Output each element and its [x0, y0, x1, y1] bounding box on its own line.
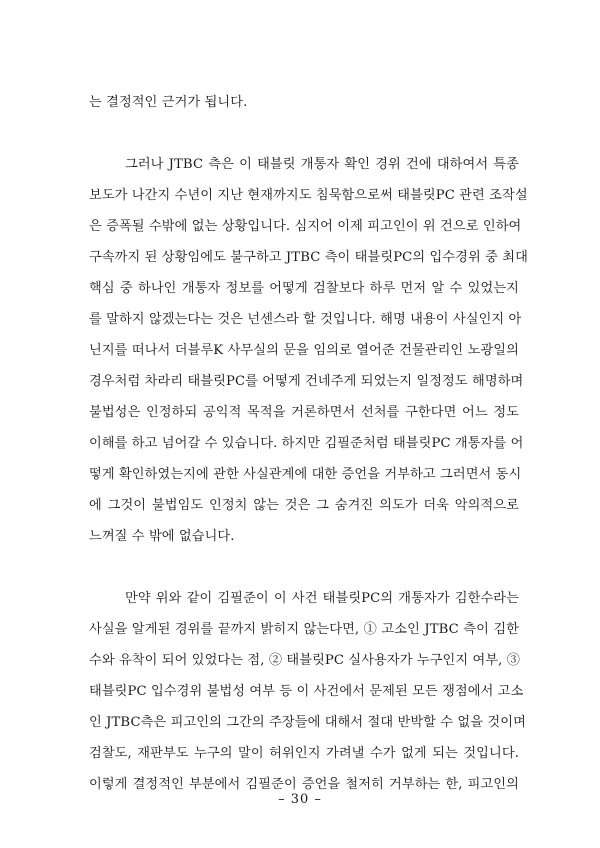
paragraph-2-line-3: 은 증폭될 수밖에 없는 상황입니다. 심지어 이제 피고인이 위 건으로 인하여	[89, 219, 522, 234]
paragraph-3-line-7: 이렇게 결정적인 부분에서 김필준이 증언을 철저히 거부하는 한, 피고인의	[89, 777, 519, 792]
paragraph-2-line-11: 떻게 확인하였는지에 관한 사실관계에 대한 증언을 거부하고 그러면서 동시	[89, 467, 522, 482]
paragraph-3-line-4: 태블릿PC 입수경위 불법성 여부 등 이 사건에서 문제된 모든 쟁점에서 고소	[89, 684, 524, 699]
paragraph-2-line-12: 에 그것이 불법임도 인정치 않는 것은 그 숨겨진 의도가 더욱 악의적으로	[89, 498, 519, 513]
paragraph-2-line-2: 보도가 나간지 수년이 지난 현재까지도 침묵함으로써 태블릿PC 관련 조작설	[89, 188, 528, 203]
paragraph-2-line-9: 불법성은 인정하되 공익적 목적을 거론하면서 선처를 구한다면 어느 정도	[89, 405, 519, 420]
paragraph-3-line-2: 사실을 알게된 경위를 끝까지 밝히지 않는다면, ① 고소인 JTBC 측이 김한	[89, 622, 519, 637]
paragraph-2-line-7: 닌지를 떠나서 더블루K 사무실의 문을 임의로 열어준 건물관리인 노광일의	[89, 343, 519, 358]
page-number: – 30 –	[278, 792, 322, 807]
paragraph-2-line-10: 이해를 하고 넘어갈 수 있습니다. 하지만 김필준처럼 태블릿PC 개통자를 어	[89, 436, 524, 451]
paragraph-2-line-4: 구속까지 된 상황임에도 불구하고 JTBC 측이 태블릿PC의 입수경위 중 최대	[89, 250, 528, 265]
paragraph-3-line-3: 수와 유착이 되어 있었다는 점, ② 태블릿PC 실사용자가 누구인지 여부, ③	[89, 653, 521, 668]
paragraph-2-line-8: 경우처럼 차라리 태블릿PC를 어떻게 건네주게 되었는지 일정정도 해명하며	[89, 374, 524, 389]
paragraph-3-line-5: 인 JTBC측은 피고인의 그간의 주장들에 대해서 절대 반박할 수 없을 것이며	[89, 715, 526, 730]
paragraph-2-line-13: 느껴질 수 밖에 없습니다.	[89, 529, 235, 544]
paragraph-3-line-1: 만약 위와 같이 김필준이 이 사건 태블릿PC의 개통자가 김한수라는	[125, 591, 519, 606]
paragraph-2-line-6: 를 말하지 않겠는다는 것은 넌센스라 할 것입니다. 해명 내용이 사실인지 아	[89, 312, 522, 327]
paragraph-3-line-6: 검찰도, 재판부도 누구의 말이 허위인지 가려낼 수가 없게 되는 것입니다.	[89, 746, 519, 761]
paragraph-2-line-1: 그러나 JTBC 측은 이 태블릿 개통자 확인 경위 건에 대하여서 특종	[125, 157, 519, 172]
paragraph-1-line-1: 는 결정적인 근거가 됩니다.	[89, 95, 248, 110]
paragraph-2-line-5: 핵심 중 하나인 개통자 정보를 어떻게 검찰보다 하루 먼저 알 수 있었는지	[89, 281, 519, 296]
